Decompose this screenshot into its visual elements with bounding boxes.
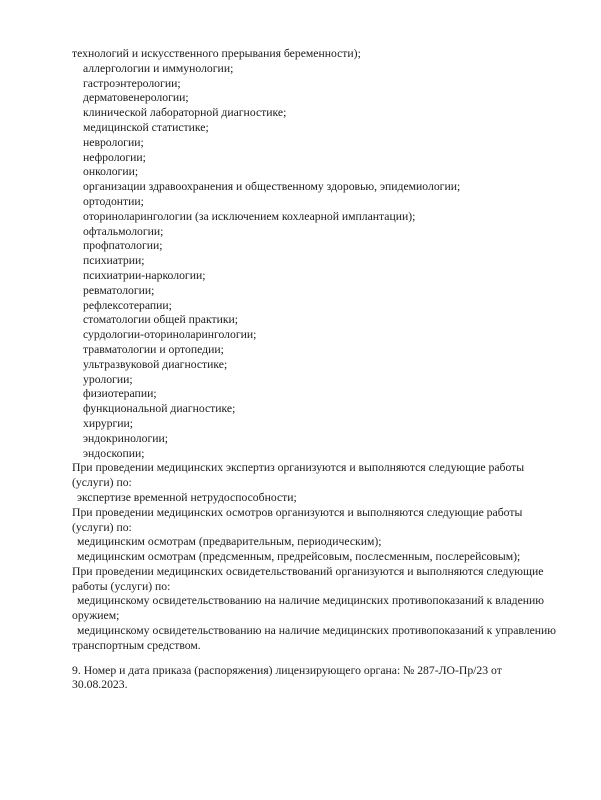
- document-line: медицинской статистике;: [83, 120, 209, 134]
- document-line: оружием;: [72, 609, 120, 623]
- document-line: эндоскопии;: [83, 446, 145, 460]
- document-line: технологий и искусственного прерывания беременности);: [72, 47, 361, 60]
- document-line: онкологии;: [83, 165, 139, 179]
- document-line: психиатрии;: [83, 254, 145, 268]
- document-line: стоматологии общей практики;: [83, 313, 239, 327]
- document-line: медицинскому освидетельствованию на наличие медицинских противопоказаний к владению: [77, 594, 545, 608]
- document-line: урологии;: [83, 372, 133, 386]
- document-line: хирургии;: [83, 416, 134, 430]
- document-line: аллергологии и иммунологии;: [83, 61, 234, 75]
- document-line: оториноларингологии (за исключением кохлеарной имплантации);: [83, 209, 416, 223]
- document-line: неврологии;: [83, 135, 144, 149]
- document-line: рефлексотерапии;: [83, 298, 172, 312]
- document-line: медицинским осмотрам (предварительным, периодическим);: [77, 535, 382, 549]
- document-line: экспертизе временной нетрудоспособности;: [77, 490, 297, 504]
- document-line: дерматовенерологии;: [83, 91, 189, 105]
- document-line: нефрологии;: [83, 150, 146, 164]
- document-line: (услуги) по:: [72, 520, 132, 534]
- document-line: работы (услуги) по:: [72, 579, 171, 593]
- document-line: ультразвуковой диагностике;: [83, 357, 228, 371]
- document-line: медицинскому освидетельствованию на наличие медицинских противопоказаний к управлению: [77, 624, 557, 638]
- document-line: офтальмологии;: [83, 224, 164, 238]
- document-line: функциональной диагностике;: [83, 402, 236, 416]
- document-line: психиатрии-наркологии;: [83, 268, 206, 282]
- document-line: сурдологии-оториноларингологии;: [83, 328, 257, 342]
- blank-line: [72, 654, 592, 664]
- document-line: профпатологии;: [83, 239, 163, 253]
- document-line: ортодонтии;: [83, 194, 144, 208]
- document-line: При проведении медицинских освидетельствований организуются и выполняются следующие: [72, 564, 544, 578]
- document-line: медицинским осмотрам (предсменным, предрейсовым, послесменным, послерейсовым);: [77, 550, 521, 564]
- document-line: ревматологии;: [83, 283, 155, 297]
- document-line: эндокринологии;: [83, 431, 169, 445]
- document-text-block: [72, 47, 592, 693]
- document-line: 9. Номер и дата приказа (распоряжения) лицензирующего органа: № 287-ЛО-Пр/23 от: [72, 663, 502, 677]
- document-line: клинической лабораторной диагностике;: [83, 106, 287, 120]
- document-line: При проведении медицинских осмотров организуются и выполняются следующие работы: [72, 505, 523, 519]
- document-line: При проведении медицинских экспертиз организуются и выполняются следующие работы: [72, 461, 525, 475]
- document-line: (услуги) по:: [72, 476, 132, 490]
- document-line: гастроэнтерологии;: [83, 76, 181, 90]
- document-line: организации здравоохранения и общественному здоровью, эпидемиологии;: [83, 180, 461, 194]
- document-line: 30.08.2023.: [72, 678, 128, 692]
- document-line: физиотерапии;: [83, 387, 157, 401]
- document-line: транспортным средством.: [72, 638, 201, 652]
- document-line: травматологии и ортопедии;: [83, 342, 224, 356]
